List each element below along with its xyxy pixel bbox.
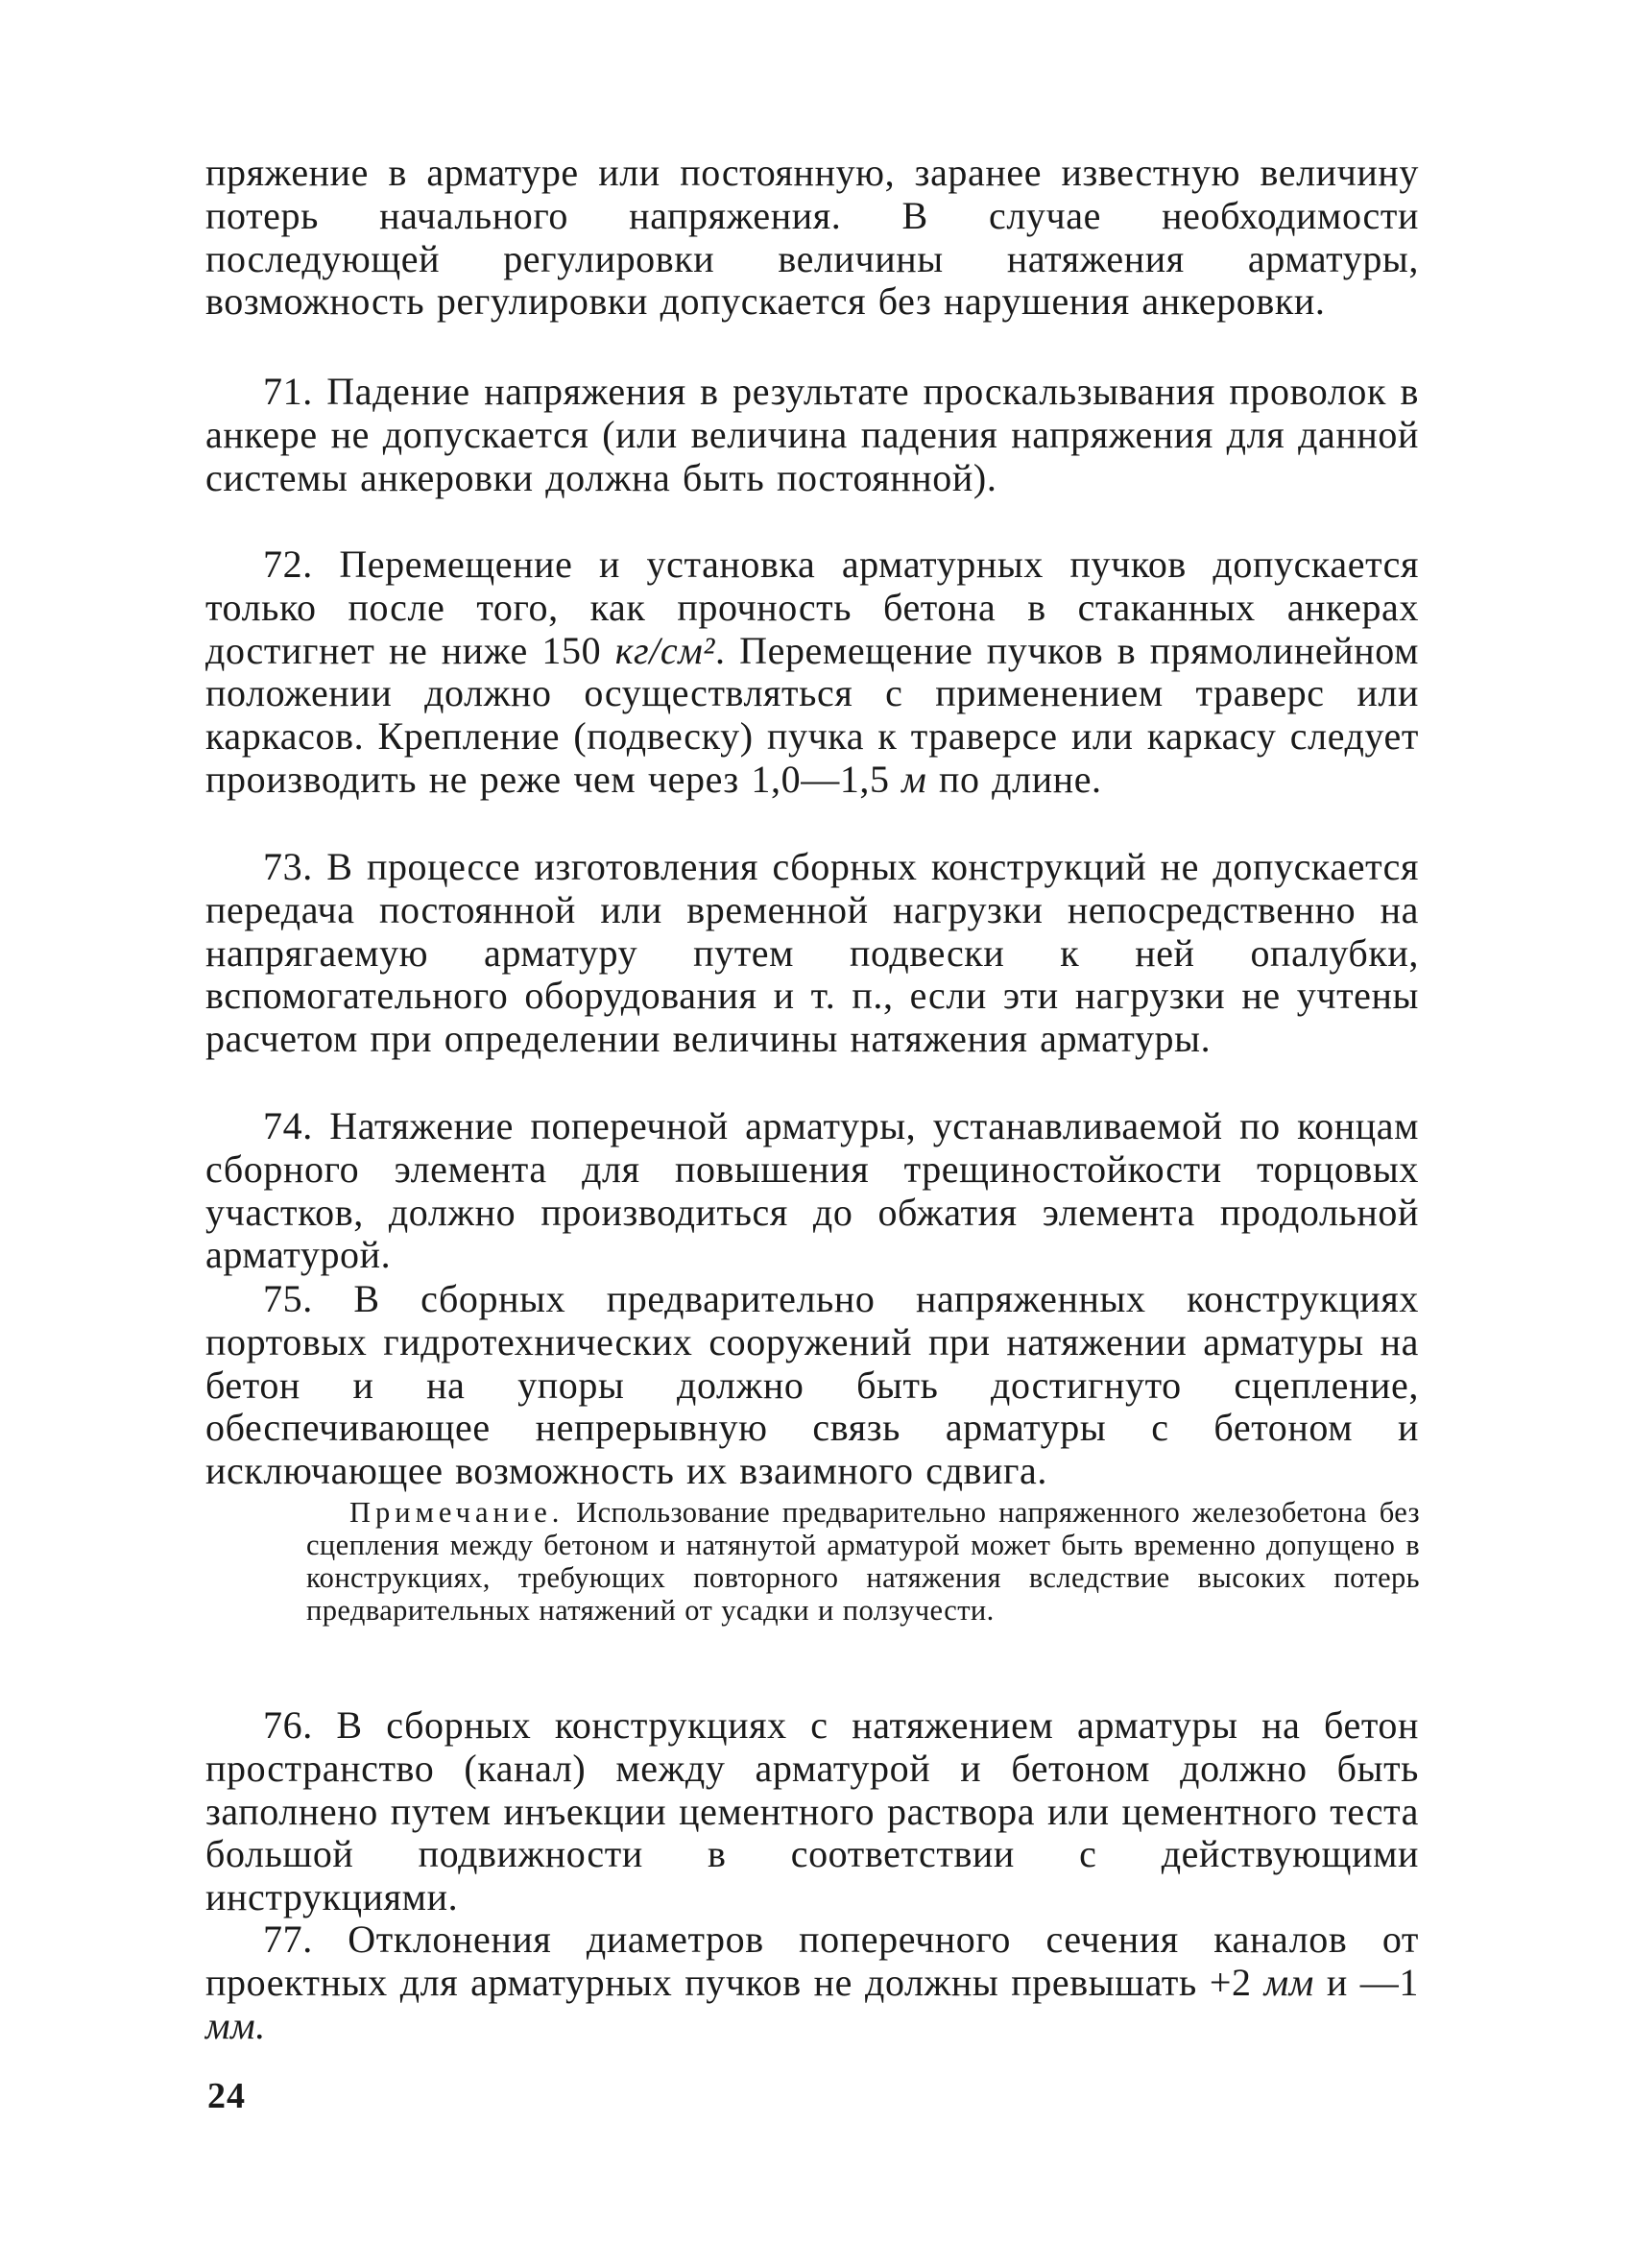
item-77-text-a: 77. Отклонения диаметров поперечного сечения каналов от проектных для арматурных пучков не должны превышать +2 <box>205 1918 1419 2004</box>
document-page <box>205 152 1419 2245</box>
item-72-text-c: по длине. <box>926 757 1102 801</box>
paragraph-item-71: 71. Падение напряжения в результате проскальзывания проволок в анкере не допускается (или величина падения напряжения для данной системы анкеровки должна быть постоянной). <box>205 370 1419 499</box>
item-72-text-b: . Перемещение пучков в прямолинейном положении должно осуществляться с применением траверс или каркасов. Крепление (подвеску) пучка к траверсе или каркасу следует производить не реже чем через 1,0—1,5 <box>205 628 1419 801</box>
note-text: Использование предварительно напряженного железобетона без сцепления между бетоном и натянутой арматурой может быть временно допущено в конструкциях, требующих повторного натяжения вследствие высоких потерь предварительных натяжений от усадки и ползучести. <box>306 1496 1420 1627</box>
paragraph-item-72 <box>205 543 1419 802</box>
paragraph-item-76: 76. В сборных конструкциях с натяжением арматуры на бетон пространство (канал) между арматурой и бетоном должно быть заполнено путем инъекции цементного раствора или цементного теста большой подвижности в соответствии с действующими инструкциями. <box>205 1703 1419 1919</box>
paragraph-item-77 <box>205 1918 1419 2047</box>
item-77-unit-mm-1: мм <box>1263 1960 1314 2004</box>
item-77-unit-mm-2: мм. <box>205 2003 266 2047</box>
item-72-unit-pressure: кг/см² <box>614 628 716 672</box>
paragraph-item-74: 74. Натяжение поперечной арматуры, устанавливаемой по концам сборного элемента для повышения трещиностойкости торцовых участков, должно производиться до обжатия элемента продольной арматурой. <box>205 1104 1419 1277</box>
note-paragraph <box>306 1496 1420 1627</box>
item-72-text-a: 72. Перемещение и установка арматурных пучков допускается только после того, как прочность бетона в стаканных анкерах достигнет не ниже 150 <box>205 543 1419 672</box>
paragraph-item-73: 73. В процессе изготовления сборных конструкций не допускается передача постоянной или временной нагрузки непосредственно на напрягаемую арматуру путем подвески к ней опалубки, вспомогательного оборудования и т. п., если эти нагрузки не учтены расчетом при определении величины натяжения арматуры. <box>205 845 1419 1061</box>
note-label: Примечание. <box>349 1496 564 1529</box>
page-number: 24 <box>207 2076 246 2116</box>
paragraph-item-75: 75. В сборных предварительно напряженных конструкциях портовых гидротехнических сооружений при натяжении арматуры на бетон и на упоры должно быть достигнуто сцепление, обеспечивающее непрерывную связь арматуры с бетоном и исключающее возможность их взаимного сдвига. <box>205 1277 1419 1493</box>
paragraph-continuation: пряжение в арматуре или постоянную, заранее известную величину потерь начального напряжения. В случае необходимости последующей регулировки величины натяжения арматуры, возможность регулировки допускается без нарушения анкеровки. <box>205 151 1419 324</box>
item-72-unit-meter: м <box>901 757 927 801</box>
item-77-text-b: и —1 <box>1313 1960 1419 2004</box>
